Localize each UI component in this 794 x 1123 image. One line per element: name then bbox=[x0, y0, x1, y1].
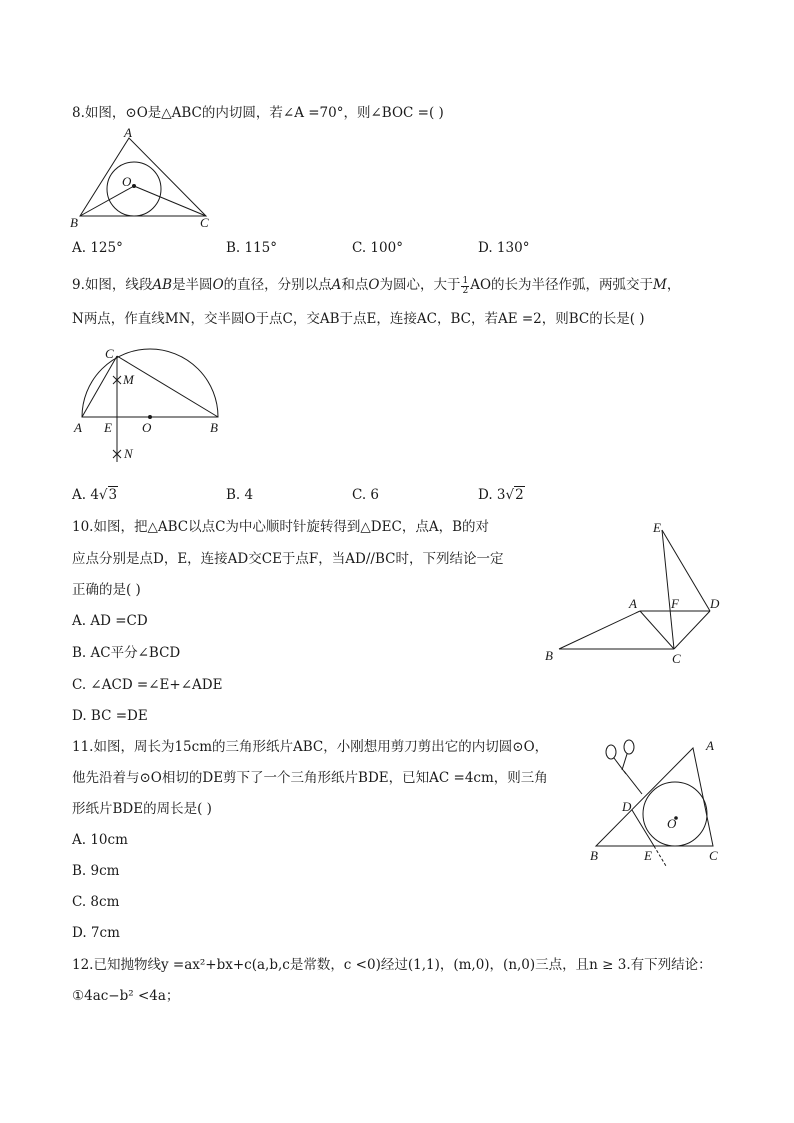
q11-label-b: B bbox=[590, 848, 598, 863]
q10-segment-ab bbox=[559, 611, 640, 649]
q10-segment-ac bbox=[640, 611, 674, 649]
q9-semicircle bbox=[82, 349, 218, 417]
q8-segment-co bbox=[134, 186, 206, 216]
q8-option-d[interactable]: D. 130° bbox=[478, 240, 530, 256]
q8-option-b[interactable]: B. 115° bbox=[226, 240, 278, 256]
q10-label-d: D bbox=[710, 596, 720, 611]
q10-label-b: B bbox=[545, 648, 553, 663]
q10-stem-line1: 10.如图，把△ABC以点C为中心顺时针旋转得到△DEC，点A，B的对 bbox=[72, 519, 489, 535]
q11-option-d[interactable]: D. 7cm bbox=[72, 925, 120, 941]
q10-label-f: F bbox=[671, 596, 679, 611]
q8-triangle-abc bbox=[80, 138, 206, 216]
q8-label-o: O bbox=[122, 174, 132, 189]
q9-fraction-half: $\frac{1}{2}$ bbox=[462, 276, 469, 296]
q9-label-c: C bbox=[105, 346, 114, 361]
q10-option-d[interactable]: D. BC =DE bbox=[72, 708, 148, 724]
q11-stem-line1: 11.如图，周长为15cm的三角形纸片ABC，小刚想用剪刀剪出它的内切圆⊙O， bbox=[72, 739, 549, 755]
q11-label-a: A bbox=[706, 738, 714, 753]
q10-option-a[interactable]: A. AD =CD bbox=[72, 613, 148, 629]
q9-option-a[interactable]: A. 4√3 bbox=[72, 487, 118, 503]
scissors-icon bbox=[606, 740, 642, 794]
q10-label-a: A bbox=[629, 596, 637, 611]
q9-label-o: O bbox=[142, 420, 152, 435]
q11-figure bbox=[582, 734, 732, 872]
q11-option-c[interactable]: C. 8cm bbox=[72, 894, 120, 910]
q9-option-d[interactable]: D. 3√2 bbox=[478, 487, 524, 503]
q11-label-o: O bbox=[667, 816, 677, 831]
q11-cut-extension bbox=[654, 846, 666, 866]
q9-option-c[interactable]: C. 6 bbox=[352, 487, 380, 503]
q10-stem-line3: 正确的是( ) bbox=[72, 582, 141, 598]
q8-label-a: A bbox=[124, 126, 132, 140]
q12-statement-1: ①4ac−b² <4a； bbox=[72, 988, 180, 1004]
q8-incircle bbox=[107, 162, 161, 216]
q10-segment-dc bbox=[674, 611, 710, 649]
q8-figure bbox=[66, 126, 216, 230]
q9-label-a: A bbox=[74, 420, 82, 435]
q9-label-e: E bbox=[104, 420, 112, 435]
q10-label-e: E bbox=[653, 520, 661, 535]
q9-option-b[interactable]: B. 4 bbox=[226, 487, 254, 503]
q10-stem-line2: 应点分别是点D，E，连接AD交CE于点F，当AD//BC时，下列结论一定 bbox=[72, 551, 504, 567]
q8-label-b: B bbox=[70, 215, 78, 230]
q9-point-o bbox=[148, 415, 152, 419]
q11-stem-line3: 形纸片BDE的周长是( ) bbox=[72, 801, 212, 817]
q8-stem: 8.如图，⊙O是△ABC的内切圆，若∠A =70°，则∠BOC =( ) bbox=[72, 105, 444, 121]
q11-triangle-abc bbox=[596, 748, 713, 846]
q9-label-m: M bbox=[123, 372, 134, 387]
q11-option-a[interactable]: A. 10cm bbox=[72, 832, 128, 848]
q8-option-a[interactable]: A. 125° bbox=[72, 240, 123, 256]
q11-stem-line2: 他先沿着与⊙O相切的DE剪下了一个三角形纸片BDE，已知AC =4cm，则三角 bbox=[72, 770, 548, 786]
q9-figure bbox=[70, 344, 235, 468]
q9-segment-ac bbox=[82, 356, 117, 417]
q10-option-c[interactable]: C. ∠ACD =∠E+∠ADE bbox=[72, 677, 223, 693]
q9-stem-line2: N两点，作直线MN，交半圆O于点C，交AB于点E，连接AC，BC，若AE =2，则BC的长是( ) bbox=[72, 311, 645, 327]
q11-label-e: E bbox=[644, 848, 652, 863]
q8-label-c: C bbox=[200, 215, 209, 230]
q10-label-c: C bbox=[672, 651, 681, 666]
q11-label-c: C bbox=[709, 848, 718, 863]
q9-label-n: N bbox=[124, 446, 133, 461]
q10-figure bbox=[540, 518, 730, 670]
q11-label-d: D bbox=[622, 799, 632, 814]
q9-stem-line1: 9.如图，线段AB是半圆O的直径，分别以点A和点O为圆心，大于 $\frac{1}{2}$ AO的长为半径作弧，两弧交于M， bbox=[72, 276, 681, 296]
q8-point-o bbox=[132, 184, 136, 188]
q9-label-b: B bbox=[210, 420, 218, 435]
q11-incircle bbox=[643, 782, 707, 846]
q11-option-b[interactable]: B. 9cm bbox=[72, 863, 120, 879]
q8-option-c[interactable]: C. 100° bbox=[352, 240, 403, 256]
q12-stem-line1: 12.已知抛物线y =ax²+bx+c(a,b,c是常数，c <0)经过(1,1)，(m,0)，(n,0)三点，且n ≥ 3.有下列结论： bbox=[72, 957, 712, 973]
q10-option-b[interactable]: B. AC平分∠BCD bbox=[72, 645, 181, 661]
